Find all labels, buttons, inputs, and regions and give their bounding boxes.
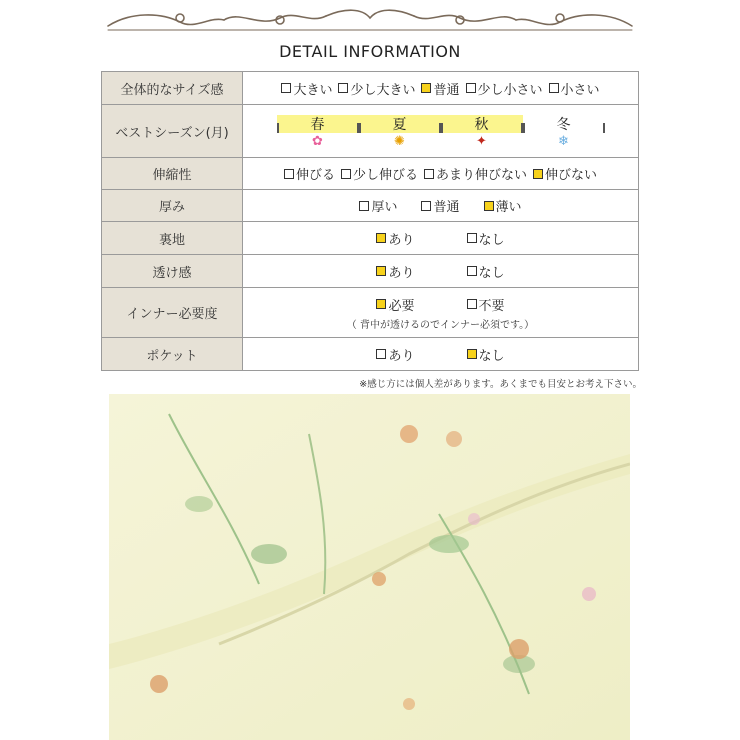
season-tick <box>277 123 279 133</box>
option-label: 不要 <box>478 298 505 314</box>
season-item <box>441 115 523 151</box>
row-inner <box>102 288 639 338</box>
lining-options <box>243 222 639 255</box>
lining-option <box>376 229 414 248</box>
season-label: 夏 <box>359 115 441 133</box>
stretch-option <box>341 164 418 183</box>
checked-box-icon <box>376 233 386 243</box>
row-pocket <box>102 338 639 371</box>
option-label: 少し大きい <box>350 82 416 98</box>
option-label: 普通 <box>433 200 460 215</box>
row-lining <box>102 222 639 255</box>
checkbox-icon <box>284 169 294 179</box>
option-label: 厚い <box>371 200 398 215</box>
checkbox-icon <box>341 169 351 179</box>
flower-icon: ✿ <box>312 134 323 149</box>
lining-option <box>467 229 505 248</box>
option-label: 大きい <box>293 82 333 98</box>
checked-box-icon <box>421 83 431 93</box>
season-label: 春 <box>277 115 359 133</box>
row-label: ベストシーズン(月) <box>102 105 243 158</box>
row-label: ポケット <box>102 338 243 371</box>
size-option <box>281 79 332 98</box>
season-item <box>277 115 359 151</box>
checked-box-icon <box>376 299 386 309</box>
fabric-floral-photo <box>109 394 630 740</box>
row-thickness <box>102 190 639 222</box>
option-label: 少し小さい <box>477 82 543 98</box>
thickness-option <box>484 196 522 215</box>
sheerness-options <box>243 255 639 288</box>
inner-note: （ 背中が透けるのでインナー必須です。） <box>346 319 535 331</box>
season-list <box>243 111 638 151</box>
size-option <box>338 79 415 98</box>
row-season <box>102 105 639 158</box>
option-label: あり <box>388 348 415 364</box>
checked-box-icon <box>467 349 477 359</box>
row-label: インナー必要度 <box>102 288 243 338</box>
inner-options <box>243 295 638 314</box>
season-chart <box>243 105 639 158</box>
option-label: 普通 <box>433 82 460 98</box>
option-label: 伸びない <box>545 168 598 183</box>
stretch-option <box>533 164 597 183</box>
season-label: 秋 <box>441 115 523 133</box>
checkbox-icon <box>466 83 476 93</box>
thickness-option <box>421 196 459 215</box>
checkbox-icon <box>359 201 369 211</box>
maple-leaf-icon: ✦ <box>476 134 487 149</box>
row-stretch <box>102 158 639 190</box>
pocket-option <box>376 345 414 364</box>
checked-box-icon <box>376 266 386 276</box>
season-item <box>359 115 441 151</box>
option-label: 少し伸びる <box>352 168 418 183</box>
option-label: 必要 <box>388 298 415 314</box>
checkbox-icon <box>467 299 477 309</box>
size-option <box>549 79 600 98</box>
option-label: なし <box>478 348 505 364</box>
option-label: あり <box>388 265 415 281</box>
checkbox-icon <box>467 266 477 276</box>
inner-option <box>467 295 505 314</box>
option-label: なし <box>478 265 505 281</box>
row-label: 裏地 <box>102 222 243 255</box>
size-option <box>421 79 459 98</box>
checkbox-icon <box>338 83 348 93</box>
stretch-options <box>243 158 639 190</box>
size-option <box>466 79 543 98</box>
row-label: 伸縮性 <box>102 158 243 190</box>
inner-option <box>376 295 414 314</box>
checkbox-icon <box>549 83 559 93</box>
disclaimer-note: ※感じ方には個人差があります。あくまでも目安とお考え下さい。 <box>359 379 642 390</box>
option-label: あり <box>388 232 415 248</box>
checkbox-icon <box>421 201 431 211</box>
snowflake-icon: ❄ <box>558 134 569 149</box>
checked-box-icon <box>533 169 543 179</box>
row-size <box>102 72 639 105</box>
sheerness-option <box>467 262 505 281</box>
season-item <box>523 115 605 151</box>
checkbox-icon <box>281 83 291 93</box>
inner-cell <box>243 288 639 338</box>
row-label: 全体的なサイズ感 <box>102 72 243 105</box>
row-sheerness <box>102 255 639 288</box>
checkbox-icon <box>467 233 477 243</box>
size-options <box>243 72 639 105</box>
season-tick <box>523 123 525 133</box>
stretch-option <box>424 164 527 183</box>
season-tick <box>603 123 605 133</box>
row-label: 透け感 <box>102 255 243 288</box>
thickness-option <box>359 196 397 215</box>
row-label: 厚み <box>102 190 243 222</box>
detail-table <box>101 71 639 371</box>
season-label: 冬 <box>556 117 571 133</box>
option-label: 伸びる <box>295 168 335 183</box>
option-label: あまり伸びない <box>436 168 528 183</box>
decorative-scroll-ornament <box>100 6 640 34</box>
page-title: DETAIL INFORMATION <box>279 42 461 61</box>
checkbox-icon <box>424 169 434 179</box>
option-label: 薄い <box>495 200 522 215</box>
season-tick <box>441 123 443 133</box>
season-tick <box>359 123 361 133</box>
checkbox-icon <box>376 349 386 359</box>
option-label: 小さい <box>560 82 600 98</box>
pocket-option <box>467 345 505 364</box>
option-label: なし <box>478 232 505 248</box>
thickness-options <box>243 190 639 222</box>
pocket-options <box>243 338 639 371</box>
stretch-option <box>284 164 335 183</box>
sunflower-icon: ✺ <box>394 134 405 149</box>
sheerness-option <box>376 262 414 281</box>
checked-box-icon <box>484 201 494 211</box>
